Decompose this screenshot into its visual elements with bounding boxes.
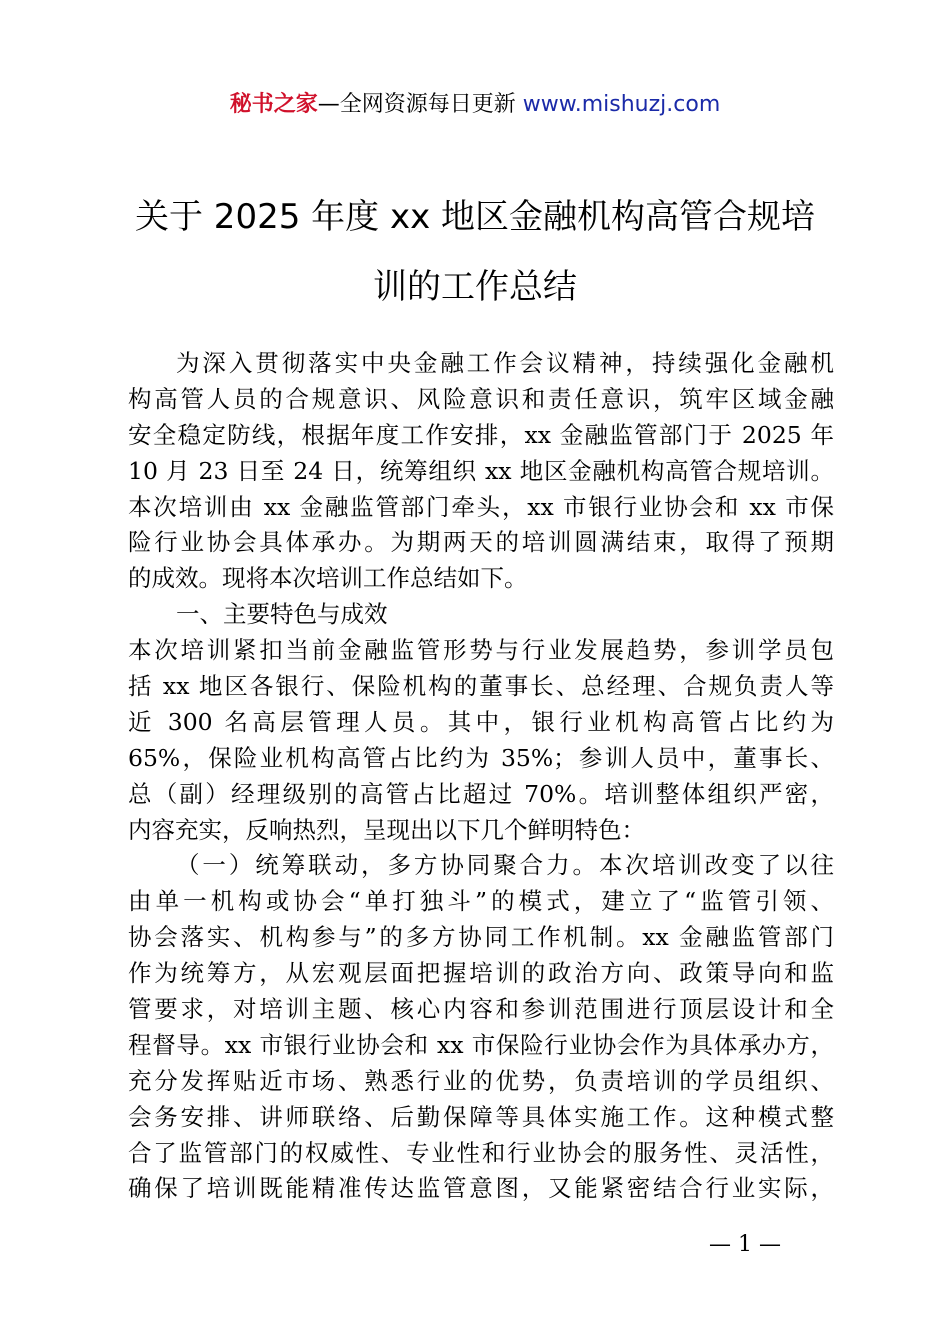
body-line: 本次培训紧扣当前金融监管形势与行业发展趋势，参训学员包 xyxy=(128,636,834,665)
body-line: 65%，保险业机构高管占比约为 35%；参训人员中，董事长、 xyxy=(128,743,834,772)
body-line: 充分发挥贴近市场、熟悉行业的优势，负责培训的学员组织、 xyxy=(128,1066,834,1095)
body-line: 程督导。xx 市银行业协会和 xx 市保险行业协会作为具体承办方， xyxy=(128,1030,834,1059)
body-line: 会务安排、讲师联络、后勤保障等具体实施工作。这种模式整 xyxy=(128,1102,834,1131)
body-line: 括 xx 地区各银行、保险机构的董事长、总经理、合规负责人等 xyxy=(128,672,834,701)
header-slogan: —全网资源每日更新 xyxy=(317,92,523,117)
body-line: 协会落实、机构参与”的多方协同工作机制。xx 金融监管部门 xyxy=(128,923,834,952)
header-brand: 秘书之家 xyxy=(229,92,318,117)
body-line: 为深入贯彻落实中央金融工作会议精神，持续强化金融机 xyxy=(176,349,834,377)
header-url-link[interactable]: www.mishuzj.com xyxy=(522,92,721,117)
body-line: 的成效。现将本次培训工作总结如下。 xyxy=(128,564,528,593)
document-title xyxy=(90,182,860,322)
body-line: 安全稳定防线，根据年度工作安排，xx 金融监管部门于 2025 年 xyxy=(128,420,834,449)
body-line: 构高管人员的合规意识、风险意识和责任意识，筑牢区域金融 xyxy=(128,384,834,413)
body-line: 近 300 名高层管理人员。其中，银行业机构高管占比约为 xyxy=(128,707,834,736)
section-heading: 一、主要特色与成效 xyxy=(176,600,388,629)
body-line: 由单一机构或协会“单打独斗”的模式，建立了“监管引领、 xyxy=(128,887,834,916)
page-number: — 1 — xyxy=(709,1232,781,1257)
body-line: 合了监管部门的权威性、专业性和行业协会的服务性、灵活性， xyxy=(128,1138,834,1167)
body-line: （一）统筹联动，多方协同聚合力。本次培训改变了以往 xyxy=(176,851,834,880)
document-body xyxy=(128,346,834,1207)
body-line: 10 月 23 日至 24 日，统筹组织 xx 地区金融机构高管合规培训。 xyxy=(128,456,834,485)
body-line: 作为统筹方，从宏观层面把握培训的政治方向、政策导向和监 xyxy=(128,959,834,988)
title-line: 关于 2025 年度 xx 地区金融机构高管合规培 xyxy=(135,197,815,237)
title-line: 训的工作总结 xyxy=(373,267,577,307)
body-line: 确保了培训既能精准传达监管意图，又能紧密结合行业实际， xyxy=(128,1174,834,1203)
body-line: 管要求，对培训主题、核心内容和参训范围进行顶层设计和全 xyxy=(128,995,834,1024)
body-line: 险行业协会具体承办。为期两天的培训圆满结束，取得了预期 xyxy=(128,528,834,557)
body-line: 本次培训由 xx 金融监管部门牵头，xx 市银行业协会和 xx 市保 xyxy=(128,492,834,521)
body-line: 内容充实，反响热烈，呈现出以下几个鲜明特色： xyxy=(128,815,645,844)
site-header xyxy=(0,88,950,122)
body-line: 总（副）经理级别的高管占比超过 70%。培训整体组织严密， xyxy=(128,779,834,808)
